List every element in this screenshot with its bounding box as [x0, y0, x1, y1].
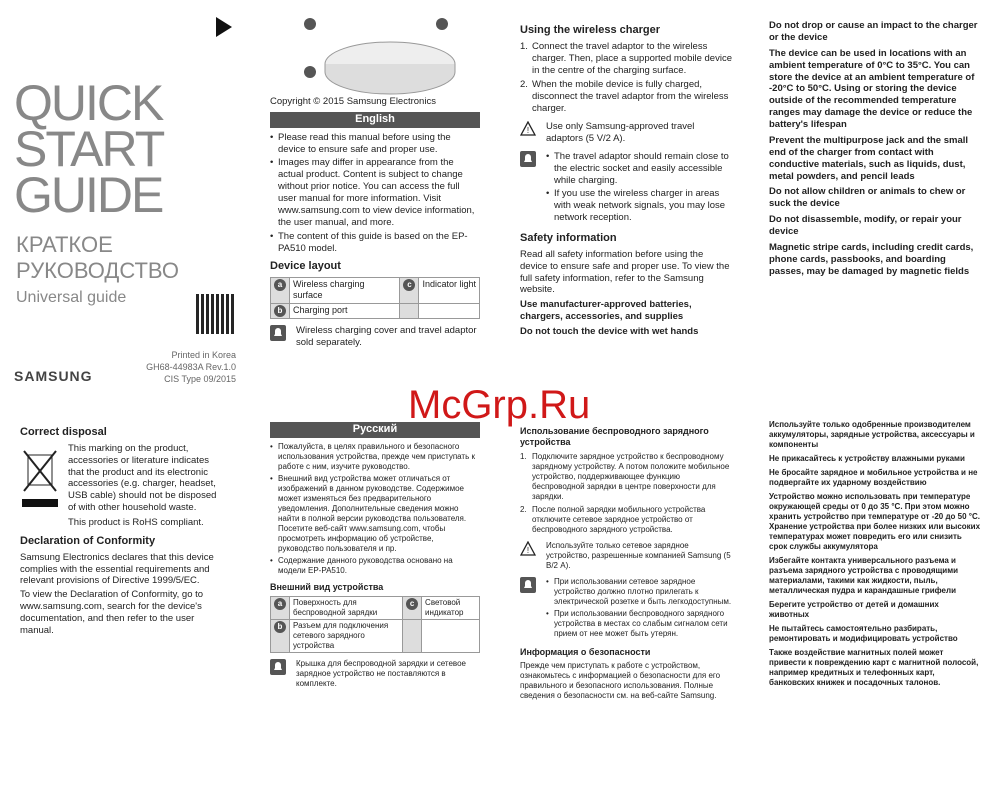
- layout-title-en: Device layout: [270, 260, 341, 273]
- arrow-icon: [215, 16, 233, 42]
- bell-icon: [270, 659, 288, 689]
- layout-table-ru: a Поверхность для беспроводной зарядки c Световой индикатор b Разъем для подключения сетевого зарядного устройства: [270, 596, 480, 653]
- rohs-text: This product is RoHS compliant.: [68, 517, 204, 528]
- qr-code: [196, 294, 236, 334]
- use-ru-section: Использование беспроводного зарядного устройства 1. Подключите зарядное устройство к беспроводному зарядному устройству. А потом положите мобильное устройство, поддерживающее функцию беспроводной зарядки в центре поверхности для зарядки. 2. После полной зарядки мобильного устройства отключите сетевое зарядное устройство от беспроводного зарядного устройства. ! Используйте только сетевое зарядное устройство, разрешенные компанией Samsung (5 В/2 А). • При использовании сетевое зарядное устройство должно плотно прилегать к электрической розетке и быть легкодоступным. • При использовании беспроводного зарядного устройства в местах со слабым сигналом сети прием от нее может быть утерян. Информация о безопасности Прежде чем приступать к работе с устройством, ознакомьтесь с информацией о безопасности для его правильного и безопасного использования. Полные сведения о безопасности см. на веб-сайте Samsung.: [520, 420, 732, 701]
- svg-text:!: !: [526, 545, 530, 555]
- use-en-section: Using the wireless charger 1. Connect the travel adaptor to the wireless charger. Then, place a supported mobile device in the centre of the charging surface. 2. When the mobile device is fully charged, disconnect the travel adaptor from the wireless charger. ! Use only Samsung-approved travel adaptors (5 V/2 A). • The travel adaptor should remain close to the electric socket and easily accessible while charging. • If you use the wireless charger in areas with weak network signals, you may lose network reception. Safety information Read all safety information before using the device to ensure safe and proper use. To view the full safety information, refer to the Samsung website. Use manufacturer-approved batteries, chargers, accessories, and supplies Do not touch the device with wet hands: [520, 18, 732, 338]
- warnings-ru: Используйте только одобренные производителем аккумуляторы, зарядные устройства, аксессуары и компоненты Не прикасайтесь к устройству влажными руками Не бросайте зарядное и мобильное устройства и не подвергайте их ударному воздействию Устройство можно использовать при температуре окружающей среды от 0 до 35 °C. При этом можно хранить устройство при температуре от -20 до 50 °C. Хранение устройства при более низких или высоких температурах может повредить его или снизить срок службы аккумулятора Избегайте контакта универсального разъема и разъема зарядного устройства с проводящими материалами, такими как жидкости, пыль, металлическая пудра и карандашные грифели Берегите устройство от детей и домашних животных Не пытайтесь самостоятельно разбирать, ремонтировать и модифицировать устройство Также воздействие магнитных полей может привести к повреждению карт с магнитной полосой, например кредитных и телефонных карт, банковских книжек и посадочных талонов.: [769, 420, 981, 687]
- use-title-en: Using the wireless charger: [520, 24, 660, 36]
- universal-label: Universal guide: [16, 289, 127, 306]
- copyright: Copyright © 2015 Samsung Electronics: [270, 96, 436, 107]
- disposal-text: This marking on the product, accessories or literature indicates that the product and its electronic accessories (e.g. charger, headset, USB cable) should not be disposed of with other household waste.: [68, 442, 217, 514]
- lang-bar-en: English: [270, 112, 480, 128]
- declaration-text-2: To view the Declaration of Conformity, go to www.samsung.com, search for the device's documentation, and then refer to the user manual.: [20, 589, 204, 636]
- note-en: Wireless charging cover and travel adaptor sold separately.: [296, 324, 477, 348]
- wheelie-bin-icon: [20, 443, 60, 529]
- disposal-section: [20, 420, 225, 637]
- use-title-ru: Использование беспроводного зарядного устройства: [520, 426, 709, 448]
- samsung-logo: SAMSUNG: [14, 368, 93, 384]
- lang-bar-ru: Русский: [270, 422, 480, 438]
- note-ru: Крышка для беспроводной зарядки и сетевое зарядное устройство не поставляются в комплекте.: [296, 659, 466, 688]
- safety-title-ru: Информация о безопасности: [520, 646, 651, 657]
- watermark: McGrp.Ru: [408, 383, 591, 427]
- en-panel: [270, 14, 480, 354]
- warning-icon: [520, 541, 538, 571]
- disposal-title: Correct disposal: [20, 426, 107, 438]
- declaration-text: Samsung Electronics declares that this device complies with the essential requirements and relevant provisions of Directive 1999/5/EC.: [20, 551, 214, 587]
- safety-title-en: Safety information: [520, 232, 617, 244]
- bell-icon: [520, 151, 538, 226]
- declaration-title: Declaration of Conformity: [20, 534, 156, 547]
- warnings-en: Do not drop or cause an impact to the charger or the device The device can be used in locations with an ambient temperature of 0°C to 35°C. You can store the device at an ambient temperature of -20°C to 50°C. Using or storing the device outside of the recommended temperature ranges may damage the device or reduce the battery's lifespan Prevent the multipurpose jack and the small end of the charger from contact with conductive materials, such as liquids, dust, metal powders, and pencil leads Do not allow children or animals to chew or suck the device Do not disassemble, modify, or repair your device Magnetic stripe cards, including credit cards, phone cards, passbooks, and boarding passes, may be damaged by magnetic fields: [769, 20, 978, 277]
- cover-ru-title: КРАТКОЕ РУКОВОДСТВО: [16, 232, 179, 283]
- layout-table-en: a Wireless charging surface c Indicator light b Charging port: [270, 277, 480, 319]
- layout-title-ru: Внешний вид устройства: [270, 581, 384, 592]
- svg-text:!: !: [526, 126, 530, 135]
- warning-icon: [520, 121, 538, 145]
- print-info: Printed in Korea GH68-44983A Rev.1.0 CIS Type 09/2015: [146, 350, 236, 384]
- bell-icon: [520, 577, 538, 641]
- ru-bullets: • Пожалуйста, в целях правильного и безопасного использования устройства, прежде чем приступать к работе с ним, изучите руководство. • Внешний вид устройства может отличаться от изображений в данном руководстве. Содержимое может изменяться без предварительного уведомления. Дополнительные сведения можно найти в полной версии руководства пользователя. Посетите веб-сайт www.samsung.com, чтобы просмотреть информацию об устройстве, руководство пользователя и пр. • Содержание данного руководства основано на модели EP-PA510.: [270, 442, 480, 576]
- charger-illustration: [270, 14, 480, 96]
- cover-title: QUICK START GUIDE: [14, 75, 164, 223]
- en-bullets: • Please read this manual before using the device to ensure safe and proper use. • Images may differ in appearance from the actual product. Content is subject to change without prior notice. You can access the full user manual for more information. Visit www.samsung.com to view device information, the user manual, and more. • The content of this guide is based on the EP-PA510 model.: [270, 132, 480, 255]
- bell-icon: [270, 325, 288, 349]
- ru-panel: [270, 418, 480, 695]
